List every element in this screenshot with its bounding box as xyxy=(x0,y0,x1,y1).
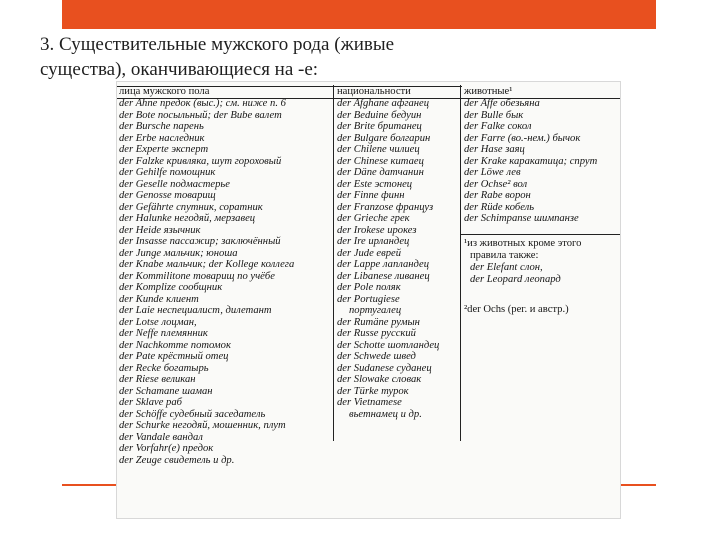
table-cell: der Slowake словак xyxy=(337,374,422,385)
table-cell: der Lotse лоцман, xyxy=(119,316,197,328)
accent-line-right xyxy=(618,484,656,486)
table-cell: der Chilene чилиец xyxy=(337,144,420,155)
table-cell: der Rabe ворон xyxy=(464,190,531,201)
table-cell: der Ire ирландец xyxy=(337,236,410,247)
table-cell: der Grieche грек xyxy=(337,213,410,224)
table-cell: der Beduine бедуин xyxy=(337,109,422,121)
scanned-table xyxy=(117,82,620,518)
table-cell: der Gehilfe помощник xyxy=(119,167,216,178)
column-nationalities xyxy=(335,86,459,420)
table-cell: der Schamane шаман xyxy=(119,385,213,397)
table-cell: der Vandale вандал xyxy=(119,431,203,443)
table-cell: der Geselle подмастерье xyxy=(119,178,230,190)
table-cell: der Pole поляк xyxy=(337,282,401,293)
table-cell: der Finne финн xyxy=(337,190,405,201)
top-accent-bar xyxy=(62,0,656,29)
table-cell: der Farre (во.-нем.) бычок xyxy=(464,132,581,144)
footnote-1 xyxy=(462,238,620,286)
table-cell: der Chinese китаец xyxy=(337,155,424,167)
table-cell: der Schurke негодяй, мошенник, плут xyxy=(119,420,286,431)
table-cell: der Libanese ливанец xyxy=(337,270,430,282)
table-cell: der Gefährte спутник, соратник xyxy=(119,201,263,213)
footnote-line: ²der Ochs (рег. и австр.) xyxy=(464,304,569,315)
table-cell: der Nachkomme потомок xyxy=(119,339,231,351)
footnote-2 xyxy=(462,304,620,316)
animals-end-rule xyxy=(460,234,620,235)
table-cell: der Lappe лапландец xyxy=(337,259,430,270)
table-cell: der Jude еврей xyxy=(337,247,402,259)
footnote-line: der Leopard леопард xyxy=(470,274,561,285)
table-cell: der Bursche парень xyxy=(119,121,204,132)
table-cell: португалец xyxy=(349,305,402,316)
table-cell: der Schimpanse шимпанзе xyxy=(464,213,579,224)
table-cell: der Experte эксперт xyxy=(119,144,209,155)
table-cell: der Recke богатырь xyxy=(119,362,209,374)
table-cell: der Ahne предок (выс.); см. ниже п. 6 xyxy=(119,98,286,109)
accent-line-left xyxy=(62,484,122,486)
table-cell: der Rumäne румын xyxy=(337,316,420,328)
header-nationalities: национальности xyxy=(337,86,411,97)
table-cell: der Löwe лев xyxy=(464,167,521,178)
table-cell: der Neffe племянник xyxy=(119,328,208,339)
table-cell: der Junge мальчик; юноша xyxy=(119,247,238,259)
table-cell: вьетнамец и др. xyxy=(349,408,422,420)
table-cell: der Däne датчанин xyxy=(337,167,424,178)
column-divider-2 xyxy=(460,85,461,441)
column-animals xyxy=(462,86,620,225)
table-cell: der Hase заяц xyxy=(464,144,525,155)
table-cell: der Vietnamese xyxy=(337,397,402,408)
table-cell: der Ochse² вол xyxy=(464,178,528,190)
slide-title-line-1: 3. Существительные мужского рода (живые xyxy=(40,34,395,55)
footnote-line: правила также: xyxy=(470,250,539,261)
table-cell: der Kunde клиент xyxy=(119,293,199,305)
header-animals: животные¹ xyxy=(464,86,513,97)
table-cell: der Affe обезьяна xyxy=(464,98,540,109)
table-cell: der Kommilitone товарищ по учёбе xyxy=(119,270,275,282)
table-cell: der Bulle бык xyxy=(464,109,524,121)
table-cell: der Erbe наследник xyxy=(119,132,205,144)
table-cell: der Rüde кобель xyxy=(464,201,535,213)
table-cell: der Vorfahr(e) предок xyxy=(119,443,214,454)
slide-title xyxy=(40,32,640,82)
table-cell: der Schotte шотландец xyxy=(337,339,440,351)
table-cell: der Bulgare болгарин xyxy=(337,132,431,144)
table-cell: der Afghane афганец xyxy=(337,98,430,109)
table-cell: der Riese великан xyxy=(119,374,196,385)
table-cell: der Krake каракатица; спрут xyxy=(464,155,598,167)
table-cell: der Zeuge свидетель и др. xyxy=(119,454,235,466)
table-cell: der Irokese ирокез xyxy=(337,224,417,236)
table-cell: der Schwede швед xyxy=(337,351,416,362)
table-cell: der Brite британец xyxy=(337,121,422,132)
table-cell: der Genosse товарищ xyxy=(119,190,216,201)
table-cell: der Laie неспециалист, дилетант xyxy=(119,305,272,316)
table-cell: der Sudanese суданец xyxy=(337,362,432,374)
footnote-line: der Elefant слон, xyxy=(470,262,543,273)
footnote-line: ¹из животных кроме этого xyxy=(464,238,582,249)
table-cell: der Halunke негодяй, мерзавец xyxy=(119,213,256,224)
column-persons xyxy=(117,86,331,466)
table-cell: der Insasse пассажир; заключённый xyxy=(119,236,281,247)
table-cell: der Franzose француз xyxy=(337,201,434,213)
table-cell: der Sklave раб xyxy=(119,397,182,408)
table-cell: der Pate крёстный отец xyxy=(119,351,229,362)
table-cell: der Russe русский xyxy=(337,328,416,339)
table-cell: der Türke турок xyxy=(337,385,409,397)
column-divider-1 xyxy=(333,85,334,441)
table-cell: der Falke сокол xyxy=(464,121,532,132)
table-cell: der Heide язычник xyxy=(119,224,201,236)
header-persons: лица мужского пола xyxy=(119,86,210,97)
table-cell: der Schöffe судебный заседатель xyxy=(119,408,266,420)
table-cell: der Bote посыльный; der Bube валет xyxy=(119,109,282,121)
table-cell: der Este эстонец xyxy=(337,178,413,190)
table-cell: der Falzke кривляка, шут гороховый xyxy=(119,155,282,167)
table-cell: der Portugiese xyxy=(337,293,400,305)
table-cell: der Komplize сообщник xyxy=(119,282,223,293)
table-cell: der Knabe мальчик; der Kollege коллега xyxy=(119,259,295,270)
slide-title-line-2: существа), оканчивающиеся на -е: xyxy=(40,59,319,80)
